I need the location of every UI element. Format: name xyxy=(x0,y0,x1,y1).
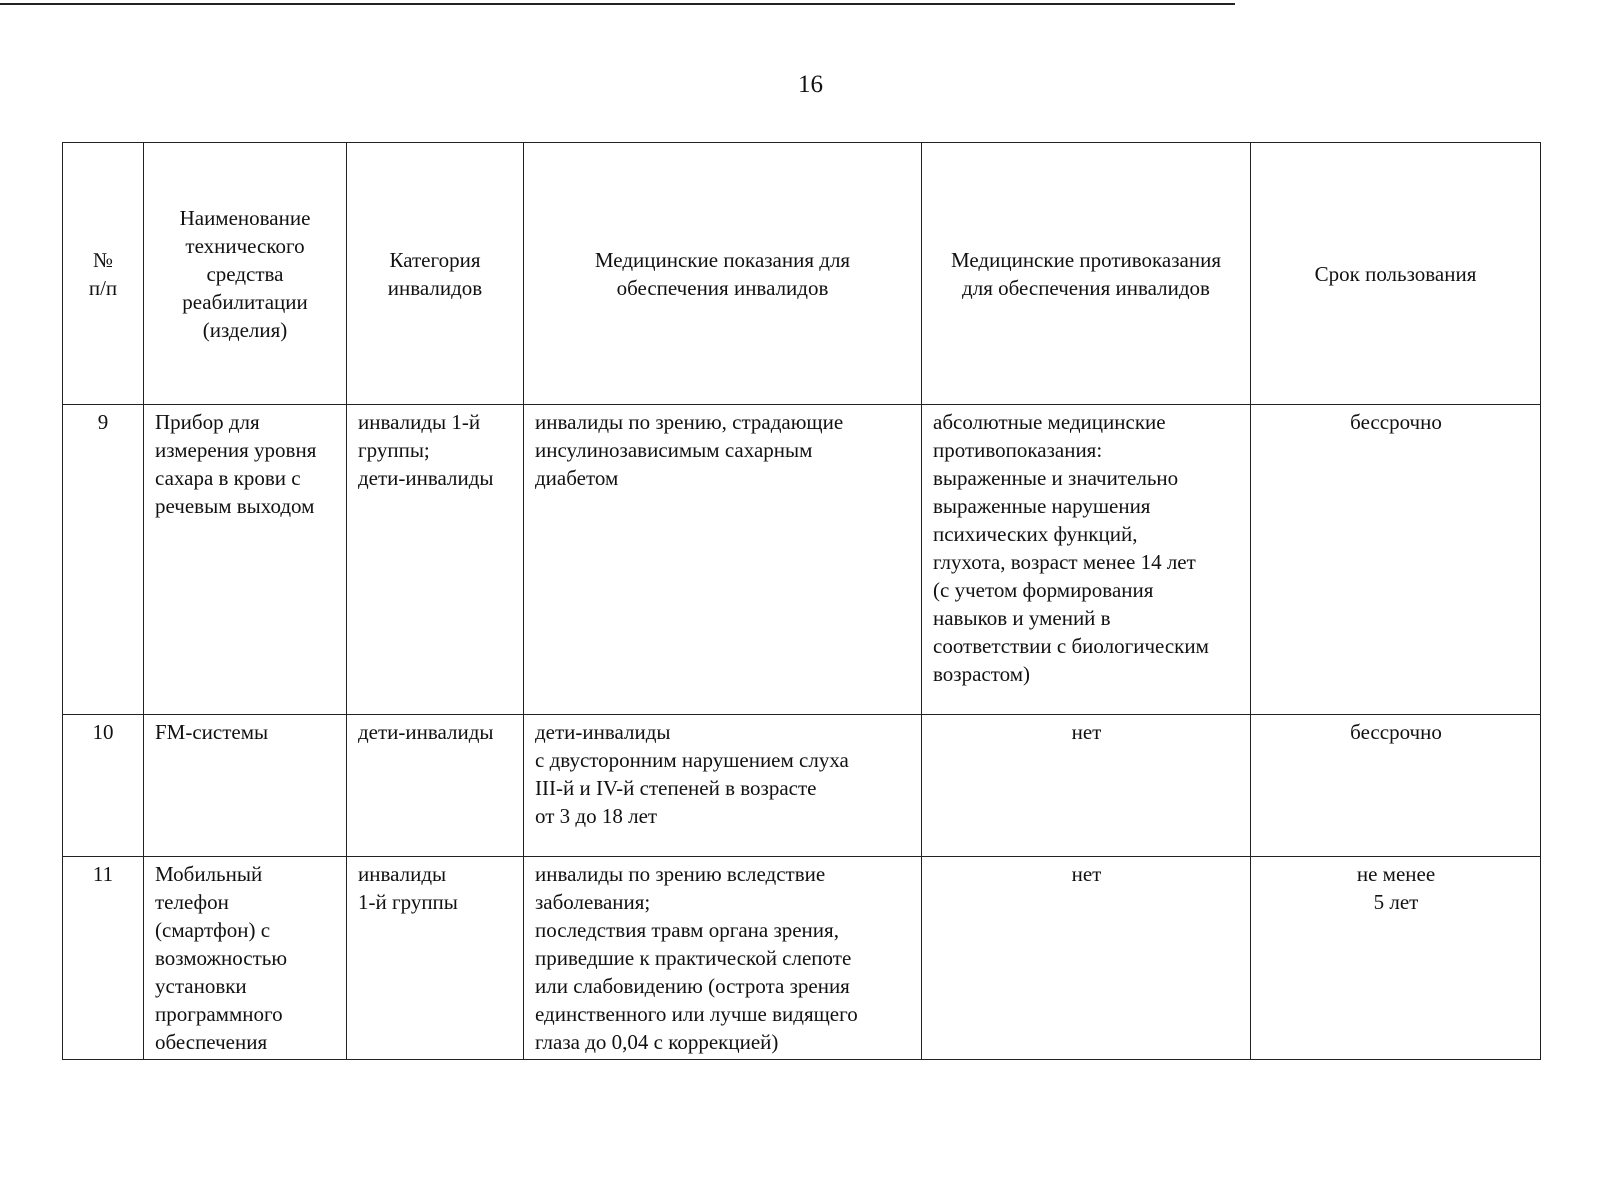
cell-term: не менее 5 лет xyxy=(1251,857,1541,1060)
cell-num: 11 xyxy=(63,857,144,1060)
cell-indications: дети-инвалиды с двусторонним нарушением слуха III-й и IV-й степеней в возрасте от 3 до 18 лет xyxy=(524,715,922,857)
cell-num: 10 xyxy=(63,715,144,857)
header-num: № п/п xyxy=(63,143,144,405)
cell-name: Мобильный телефон (смартфон) с возможностью установки программного обеспечения xyxy=(144,857,347,1060)
page-number: 16 xyxy=(798,71,823,98)
header-indications: Медицинские показания для обеспечения инвалидов xyxy=(524,143,922,405)
table-row xyxy=(63,857,1541,1060)
cell-contraindications: нет xyxy=(922,857,1251,1060)
cell-category: дети-инвалиды xyxy=(347,715,524,857)
cell-num: 9 xyxy=(63,405,144,715)
cell-contraindications: нет xyxy=(922,715,1251,857)
header-term: Срок пользования xyxy=(1251,143,1541,405)
table-row xyxy=(63,715,1541,857)
header-contraindications: Медицинские противоказания для обеспечения инвалидов xyxy=(922,143,1251,405)
header-category: Категория инвалидов xyxy=(347,143,524,405)
cell-indications: инвалиды по зрению, страдающие инсулинозависимым сахарным диабетом xyxy=(524,405,922,715)
cell-name: Прибор для измерения уровня сахара в крови с речевым выходом xyxy=(144,405,347,715)
cell-category: инвалиды 1-й группы xyxy=(347,857,524,1060)
cell-term: бессрочно xyxy=(1251,405,1541,715)
rehabilitation-means-table xyxy=(62,142,1541,1060)
cell-term: бессрочно xyxy=(1251,715,1541,857)
table-row xyxy=(63,405,1541,715)
cell-contraindications: абсолютные медицинские противопоказания: выраженные и значительно выраженные нарушения психических функций, глухота, возраст менее 14 лет (с учетом формирования навыков и умений в соответствии с биологическим возрастом) xyxy=(922,405,1251,715)
cell-indications: инвалиды по зрению вследствие заболевания; последствия травм органа зрения, приведшие к практической слепоте или слабовидению (острота зрения единственного или лучше видящего глаза до 0,04 с коррекцией) xyxy=(524,857,922,1060)
table-header-row xyxy=(63,143,1541,405)
header-name: Наименование технического средства реабилитации (изделия) xyxy=(144,143,347,405)
cell-category: инвалиды 1-й группы; дети-инвалиды xyxy=(347,405,524,715)
top-border-line xyxy=(0,3,1235,5)
cell-name: FM-системы xyxy=(144,715,347,857)
